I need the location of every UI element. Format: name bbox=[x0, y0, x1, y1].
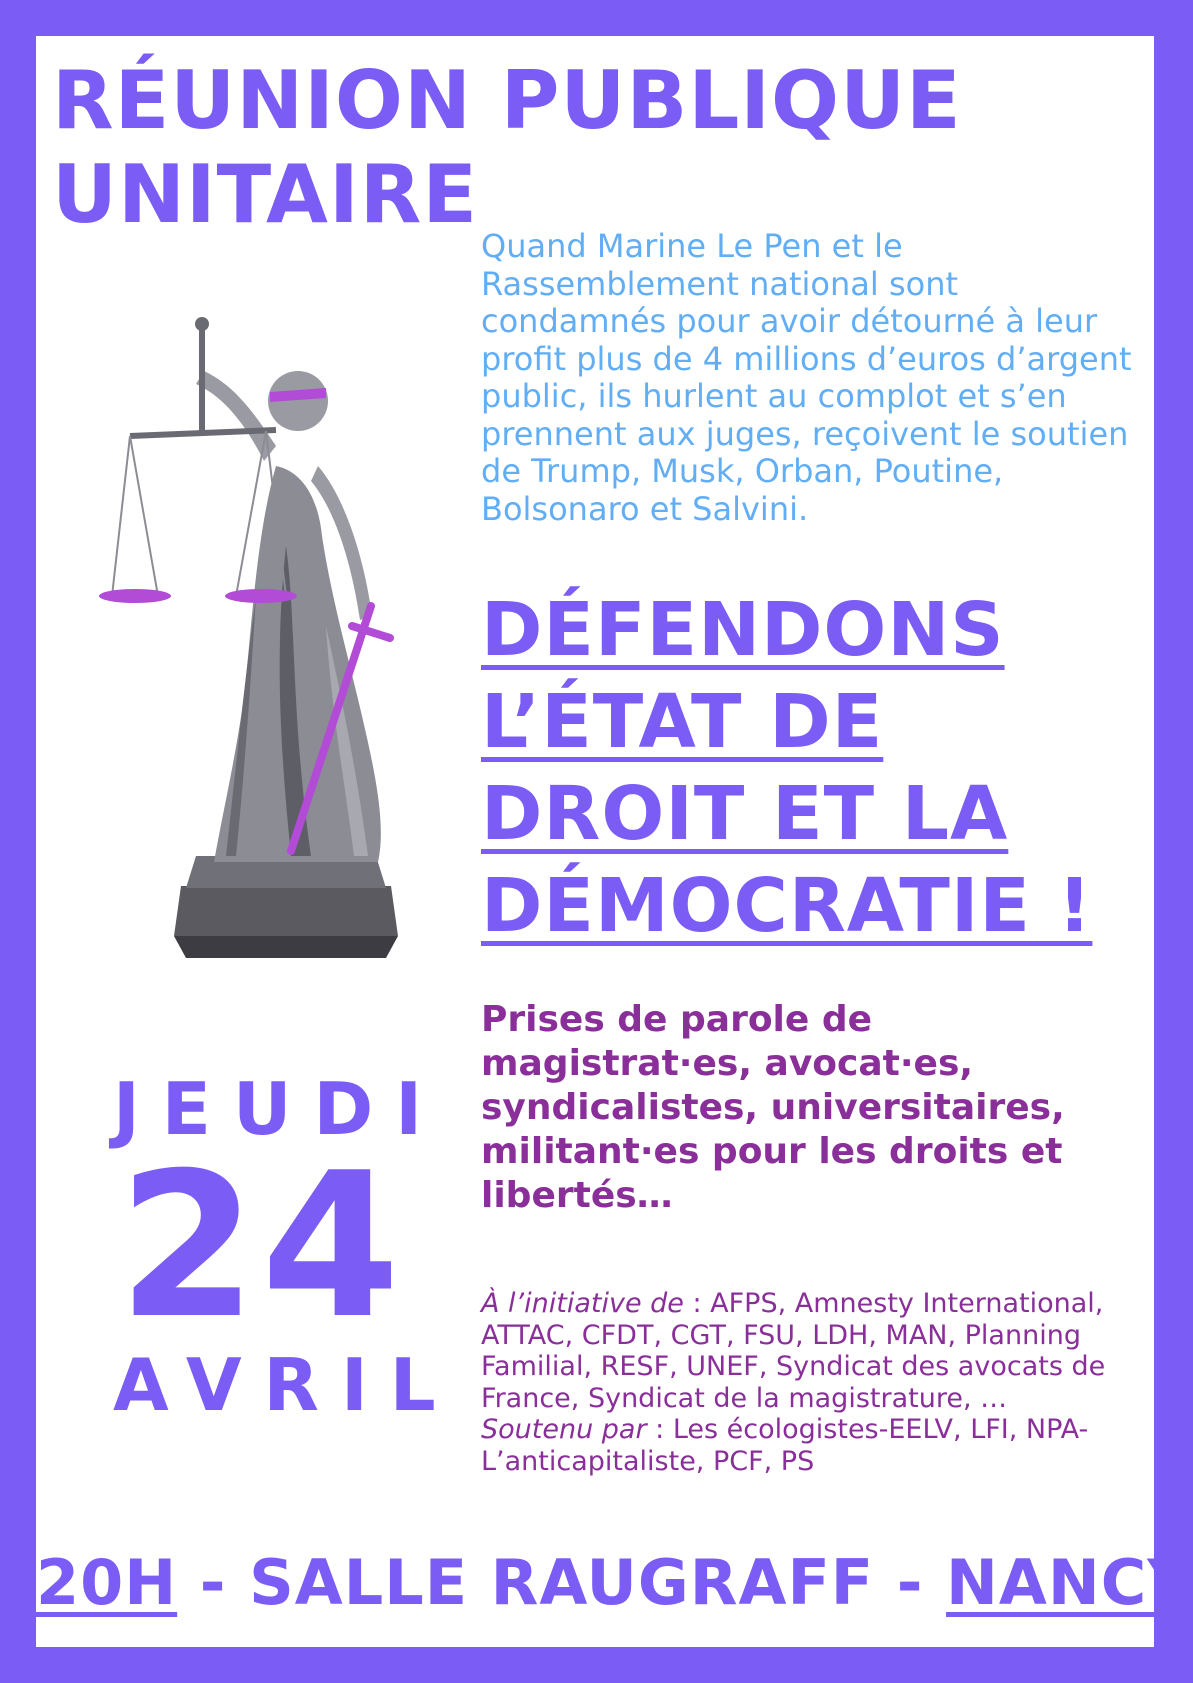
organizers-text bbox=[481, 1288, 1141, 1477]
slogan bbox=[481, 584, 1161, 952]
slogan-line-2: L’ÉTAT DE bbox=[481, 679, 884, 765]
slogan-line-3: DROIT ET LA bbox=[481, 771, 1009, 857]
slogan-line-1: DÉFENDONS bbox=[481, 587, 1005, 673]
intro-paragraph: Quand Marine Le Pen et le Rassemblement national sont condamnés pour avoir détourné à leur profit plus de 4 millions d’euros d’argent public, ils hurlent au complot et s’en prennent aux juges, reçoivent le soutien de Trump, Musk, Orban, Poutine, Bolsonaro et Salvini. bbox=[481, 227, 1132, 528]
date-day: 24 bbox=[117, 1130, 405, 1363]
event-venue: - SALLE RAUGRAFF - bbox=[177, 1546, 947, 1619]
date-weekday: JEUDI bbox=[113, 1067, 444, 1151]
speakers-text: Prises de parole de magistrat·es, avocat·es, syndicalistes, universitaires, militant·es pour les droits et libertés… bbox=[481, 999, 1065, 1216]
justice-statue-icon bbox=[86, 296, 466, 976]
title-line-1: RÉUNION PUBLIQUE bbox=[52, 54, 962, 147]
supporters-list: : Les écologistes-EELV, LFI, NPA-L’anticapitaliste, PCF, PS bbox=[481, 1414, 1089, 1477]
organizers-label: À l’initiative de bbox=[481, 1288, 684, 1319]
event-location bbox=[36, 1543, 1193, 1623]
poster-title bbox=[52, 54, 962, 242]
poster bbox=[36, 36, 1193, 1647]
event-date bbox=[91, 1066, 458, 1428]
event-city: NANCY bbox=[946, 1546, 1193, 1619]
event-time: 20H bbox=[36, 1546, 178, 1619]
title-line-2: UNITAIRE bbox=[52, 148, 478, 241]
date-month: AVRIL bbox=[113, 1343, 458, 1427]
supporters-label: Soutenu par bbox=[481, 1414, 647, 1445]
slogan-line-4: DÉMOCRATIE ! bbox=[481, 863, 1093, 949]
organizers-list: : AFPS, Amnesty International, ATTAC, CFDT, CGT, FSU, LDH, MAN, Planning Familial, RESF, UNEF, Syndicat des avocats de France, Syndicat de la magistrature, … bbox=[481, 1288, 1106, 1414]
